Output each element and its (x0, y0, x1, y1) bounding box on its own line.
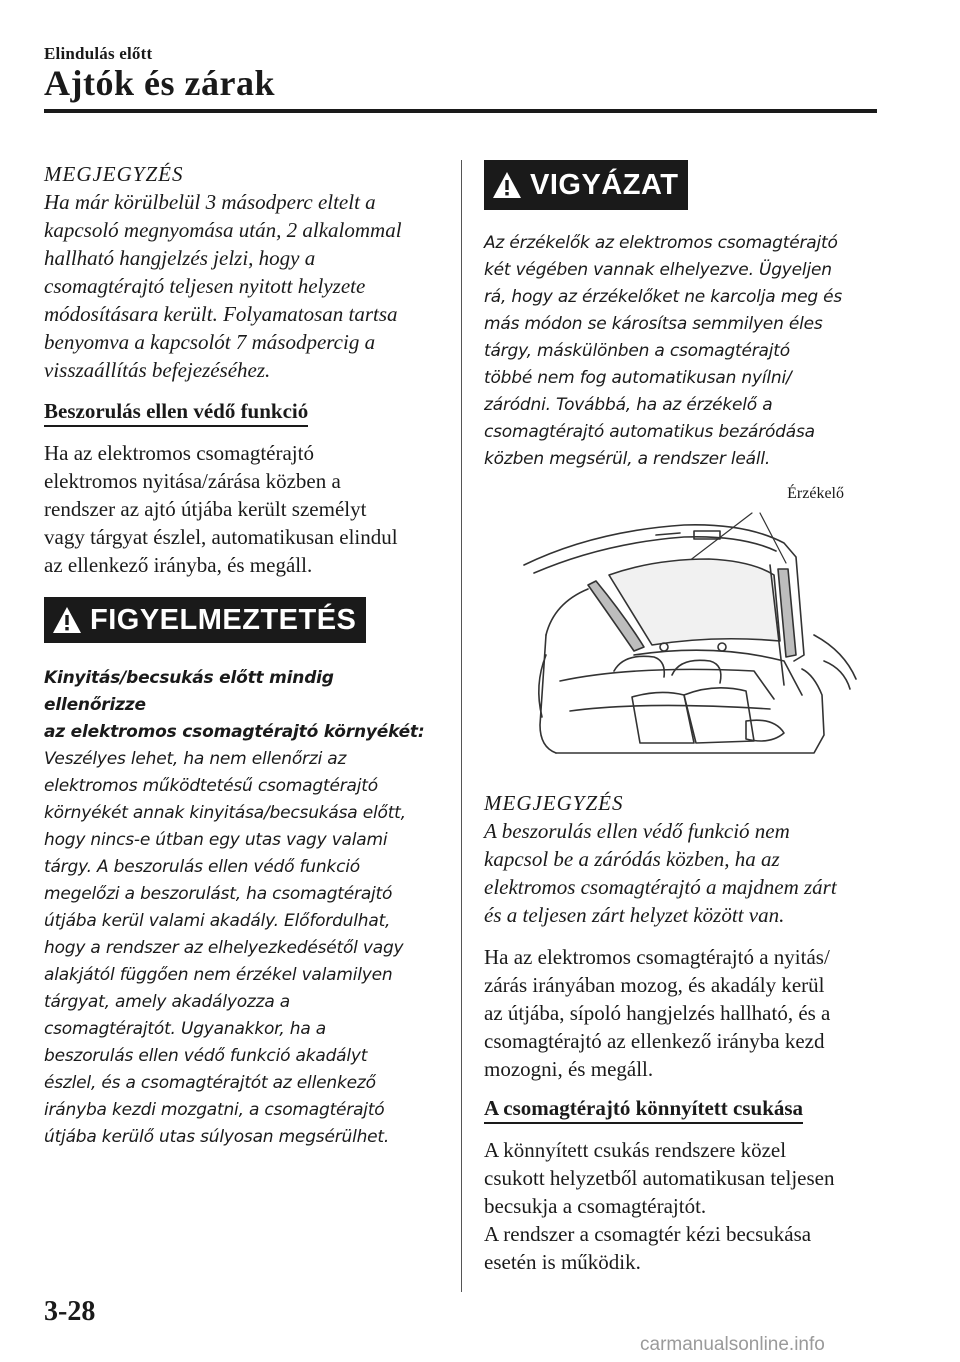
text-line: irányba kezdi mozgatni, a csomagtérajtó (44, 1100, 385, 1120)
text-line: közben megsérül, a rendszer leáll. (484, 449, 771, 469)
watermark: carmanualsonline.info (640, 1334, 825, 1355)
note-line: Ha már körülbelül 3 másodperc eltelt a (44, 190, 376, 214)
text-line: becsukja a csomagtérajtót. (484, 1194, 707, 1218)
text-line: az elektromos csomagtérajtó környékét: (44, 722, 425, 742)
note-body (484, 817, 874, 929)
warning-heading (44, 665, 434, 746)
text-line: rendszer az ajtó útjába került személyt (44, 497, 367, 521)
tailgate-illustration (484, 485, 874, 775)
text-line: vagy tárgyat észlel, automatikusan elindul (44, 525, 398, 549)
text-line: Ha az elektromos csomagtérajtó a nyitás/ (484, 945, 830, 969)
figure-label-sensor: Érzékelő (787, 485, 844, 502)
text-line: hogy nincs-e útban egy utas vagy valami (44, 830, 388, 850)
note-line: kapcsoló megnyomása után, 2 alkalommal (44, 218, 402, 242)
text-line: mozogni, és megáll. (484, 1057, 654, 1081)
warning-label: FIGYELMEZTETÉS (90, 603, 357, 636)
text-line: az útjába, sípoló hangjelzés hallható, és a (484, 1001, 831, 1025)
text-line: csukott helyzetből automatikusan teljesen (484, 1166, 835, 1190)
text-line: beszorulás ellen védő funkció akadályt (44, 1046, 368, 1066)
caution-badge (484, 160, 688, 210)
text-line: A rendszer a csomagtér kézi becsukása (484, 1222, 812, 1246)
note-line: csomagtérajtó teljesen nyitott helyzete (44, 274, 366, 298)
text-line: észlel, és a csomagtérajtót az ellenkező (44, 1073, 376, 1093)
note-line: módosításara került. Folyamatosan tartsa (44, 302, 398, 326)
text-line: Ha az elektromos csomagtérajtó (44, 441, 314, 465)
text-line: tárgy. A beszorulás ellen védő funkció (44, 857, 360, 877)
warning-body (44, 746, 434, 1151)
text-line: elektromos nyitása/zárása közben a (44, 469, 341, 493)
right-column (484, 160, 874, 1276)
text-line: csomagtérajtót. Ugyanakkor, ha a (44, 1019, 327, 1039)
text-line: csomagtérajtó automatikus bezáródása (484, 422, 815, 442)
paragraph-easy-close (484, 1136, 874, 1276)
text-line: tárgy, máskülönben a csomagtérajtó (484, 341, 790, 361)
text-line: esetén is működik. (484, 1250, 641, 1274)
note-body (44, 188, 434, 384)
warning-triangle-icon (52, 606, 82, 634)
paragraph-reverse (484, 943, 874, 1083)
text-line: Kinyitás/becsukás előtt mindig ellenőrizze (44, 668, 334, 715)
header-rule (44, 109, 877, 113)
left-column (44, 160, 434, 1151)
text-line: alakjától függően nem érzékel valamilyen (44, 965, 393, 985)
text-line: megelőzi a beszorulást, ha csomagtérajtó (44, 884, 393, 904)
note-title: MEGJEGYZÉS (484, 791, 624, 815)
section-label: Elindulás előtt (44, 44, 153, 63)
text-line: zárás irányában mozog, és akadály kerül (484, 973, 825, 997)
note-line: elektromos csomagtérajtó a majdnem zárt (484, 875, 837, 899)
page-title: Ajtók és zárak (44, 63, 275, 103)
note-line: A beszorulás ellen védő funkció nem (484, 819, 790, 843)
note-line: és a teljesen zárt helyzet között van. (484, 903, 785, 927)
warning-triangle-icon (492, 171, 522, 199)
text-line: csomagtérajtó az ellenkező irányba kezd (484, 1029, 825, 1053)
caution-label: VIGYÁZAT (530, 168, 679, 201)
text-line: többé nem fog automatikusan nyílni/ (484, 368, 792, 388)
note-line: benyomva a kapcsolót 7 másodpercig a (44, 330, 376, 354)
text-line: Az érzékelők az elektromos csomagtérajtó (484, 233, 838, 253)
text-line: Veszélyes lehet, ha nem ellenőrzi az (44, 749, 347, 769)
text-line: hogy a rendszer az elhelyezkedésétől vagy (44, 938, 404, 958)
column-divider (461, 160, 462, 1292)
text-line: útjába kerül valami akadály. Előfordulhat, (44, 911, 391, 931)
text-line: más módon se károsítsa semmilyen éles (484, 314, 823, 334)
note-title: MEGJEGYZÉS (44, 162, 184, 186)
note-line: kapcsol be a záródás közben, ha az (484, 847, 780, 871)
warning-text (44, 665, 434, 1151)
tailgate-sensor-figure (484, 485, 874, 775)
paragraph-anti-pinch (44, 439, 434, 579)
note-line: hallható hangjelzés jelzi, hogy a (44, 246, 316, 270)
text-line: záródni. Továbbá, ha az érzékelő a (484, 395, 773, 415)
warning-badge (44, 597, 366, 643)
text-line: útjába kerülő utas súlyosan megsérülhet. (44, 1127, 390, 1147)
subhead-anti-pinch: Beszorulás ellen védő funkció (44, 398, 308, 427)
text-line: tárgyat, amely akadályozza a (44, 992, 290, 1012)
note-line: visszaállítás befejezéséhez. (44, 358, 271, 382)
text-line: A könnyített csukás rendszere közel (484, 1138, 787, 1162)
text-line: két végében vannak elhelyezve. Ügyeljen (484, 260, 832, 280)
text-line: környékét annak kinyitása/becsukása előtt, (44, 803, 406, 823)
text-line: elektromos működtetésű csomagtérajtó (44, 776, 378, 796)
page-number: 3-28 (44, 1296, 96, 1327)
text-line: rá, hogy az érzékelőket ne karcolja meg és (484, 287, 843, 307)
subhead-easy-close: A csomagtérajtó könnyített csukása (484, 1095, 803, 1124)
caution-body (484, 230, 874, 473)
text-line: az ellenkező irányba, és megáll. (44, 553, 313, 577)
